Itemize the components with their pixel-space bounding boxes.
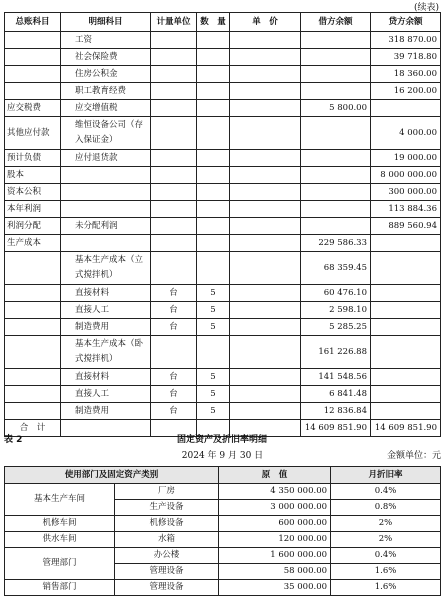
table-row (5, 117, 441, 150)
quantity-cell: 5 (197, 386, 230, 403)
unit-cell (151, 117, 197, 150)
detail-account-cell (61, 184, 151, 201)
quantity-cell: 5 (197, 369, 230, 386)
unit-cell (151, 66, 197, 83)
fixed-assets-header (5, 467, 441, 484)
unit-cell (151, 167, 197, 184)
table-row (5, 252, 441, 285)
category-cell: 办公楼 (115, 548, 219, 564)
monthly-rate-cell: 1.6% (331, 580, 441, 596)
unit-price-cell (230, 252, 301, 285)
category-cell: 水箱 (115, 532, 219, 548)
col-header-dept-category: 使用部门及固定资产类别 (5, 467, 219, 484)
detail-account-cell: 社会保险费 (61, 49, 151, 66)
main-account-cell (5, 32, 61, 49)
table-row (5, 580, 441, 596)
col-header-unit-price: 单 价 (230, 13, 301, 32)
table-row (5, 336, 441, 369)
main-account-cell: 本年利润 (5, 201, 61, 218)
unit-cell (151, 32, 197, 49)
unit-cell (151, 218, 197, 235)
main-account-cell (5, 83, 61, 100)
col-header-quantity: 数 量 (197, 13, 230, 32)
detail-account-cell: 基本生产成本（立式搅拌机） (61, 252, 151, 285)
debit-balance-cell (301, 32, 371, 49)
unit-cell (151, 49, 197, 66)
col-header-monthly-rate: 月折旧率 (331, 467, 441, 484)
table-row (5, 403, 441, 420)
debit-balance-cell (301, 184, 371, 201)
debit-balance-cell: 161 226.88 (301, 336, 371, 369)
col-header-credit-balance: 贷方余额 (371, 13, 441, 32)
monthly-rate-cell: 0.4% (331, 484, 441, 500)
dept-cell: 供水车间 (5, 532, 115, 548)
debit-balance-cell (301, 201, 371, 218)
debit-balance-cell (301, 167, 371, 184)
table2-label: 表 2 (4, 435, 23, 445)
monthly-rate-cell: 0.4% (331, 548, 441, 564)
main-account-cell: 其他应付款 (5, 117, 61, 150)
credit-balance-cell (371, 302, 441, 319)
debit-balance-cell: 60 476.10 (301, 285, 371, 302)
unit-price-cell (230, 336, 301, 369)
col-header-main-account: 总账科目 (5, 13, 61, 32)
monthly-rate-cell: 2% (331, 516, 441, 532)
main-account-cell: 资本公积 (5, 184, 61, 201)
main-account-cell: 应交税费 (5, 100, 61, 117)
category-cell: 机修设备 (115, 516, 219, 532)
unit-cell (151, 235, 197, 252)
original-value-cell: 58 000.00 (219, 564, 331, 580)
quantity-cell (197, 49, 230, 66)
unit-price-cell (230, 100, 301, 117)
unit-price-cell (230, 285, 301, 302)
quantity-cell (197, 167, 230, 184)
debit-balance-cell: 12 836.84 (301, 403, 371, 420)
unit-cell: 台 (151, 369, 197, 386)
table-row (5, 49, 441, 66)
original-value-cell: 120 000.00 (219, 532, 331, 548)
credit-balance-cell: 4 000.00 (371, 117, 441, 150)
main-account-cell (5, 302, 61, 319)
detail-account-cell (61, 235, 151, 252)
table2-header (4, 432, 440, 446)
table2-date: 2024 年 9 月 30 日 (181, 451, 264, 461)
table-row (5, 532, 441, 548)
table-row (5, 100, 441, 117)
detail-account-cell: 基本生产成本（卧式搅拌机） (61, 336, 151, 369)
credit-balance-cell: 39 718.80 (371, 49, 441, 66)
table-row (5, 235, 441, 252)
quantity-cell (197, 150, 230, 167)
detail-account-cell: 应付退货款 (61, 150, 151, 167)
detail-account-cell: 应交增值税 (61, 100, 151, 117)
continued-label: (续表) (413, 3, 439, 13)
detail-account-cell (61, 201, 151, 218)
quantity-cell (197, 235, 230, 252)
total-label: 合 计 (5, 420, 61, 437)
original-value-cell: 1 600 000.00 (219, 548, 331, 564)
main-account-cell (5, 336, 61, 369)
unit-price-cell (230, 32, 301, 49)
unit-price-cell (230, 369, 301, 386)
balance-table-header (5, 13, 441, 32)
unit-price-cell (230, 235, 301, 252)
table-row (5, 369, 441, 386)
credit-balance-cell: 8 000 000.00 (371, 167, 441, 184)
table-row (5, 285, 441, 302)
credit-balance-cell: 300 000.00 (371, 184, 441, 201)
main-account-cell (5, 285, 61, 302)
original-value-cell: 35 000.00 (219, 580, 331, 596)
table-row (5, 386, 441, 403)
table-row (5, 516, 441, 532)
unit-cell: 台 (151, 285, 197, 302)
original-value-cell: 600 000.00 (219, 516, 331, 532)
debit-balance-cell (301, 218, 371, 235)
detail-account-cell: 未分配利润 (61, 218, 151, 235)
credit-balance-cell (371, 319, 441, 336)
unit-price-cell (230, 150, 301, 167)
credit-balance-cell (371, 252, 441, 285)
total-credit: 14 609 851.90 (371, 420, 441, 437)
category-cell: 管理设备 (115, 580, 219, 596)
credit-balance-cell: 18 360.00 (371, 66, 441, 83)
unit-price-cell (230, 83, 301, 100)
unit-cell: 台 (151, 386, 197, 403)
monthly-rate-cell: 2% (331, 532, 441, 548)
credit-balance-cell (371, 100, 441, 117)
unit-cell (151, 336, 197, 369)
unit-cell (151, 184, 197, 201)
dept-cell: 基本生产车间 (5, 484, 115, 516)
unit-cell: 台 (151, 319, 197, 336)
detail-account-cell: 职工教育经费 (61, 83, 151, 100)
debit-balance-cell (301, 117, 371, 150)
table2-unit: 金额单位：元 (386, 451, 441, 461)
table-row (5, 32, 441, 49)
debit-balance-cell (301, 83, 371, 100)
category-cell: 管理设备 (115, 564, 219, 580)
credit-balance-cell (371, 336, 441, 369)
unit-price-cell (230, 167, 301, 184)
main-account-cell (5, 386, 61, 403)
credit-balance-cell: 19 000.00 (371, 150, 441, 167)
credit-balance-cell: 889 560.94 (371, 218, 441, 235)
table-row (5, 201, 441, 218)
detail-account-cell: 制造费用 (61, 319, 151, 336)
detail-account-cell: 工资 (61, 32, 151, 49)
main-account-cell (5, 252, 61, 285)
dept-cell: 管理部门 (5, 548, 115, 580)
balance-table (4, 12, 441, 437)
quantity-cell (197, 66, 230, 83)
detail-account-cell: 制造费用 (61, 403, 151, 420)
credit-balance-cell: 16 200.00 (371, 83, 441, 100)
col-header-original-value: 原 值 (219, 467, 331, 484)
main-account-cell (5, 66, 61, 83)
debit-balance-cell (301, 49, 371, 66)
debit-balance-cell: 5 285.25 (301, 319, 371, 336)
table-row (5, 83, 441, 100)
debit-balance-cell: 229 586.33 (301, 235, 371, 252)
debit-balance-cell (301, 150, 371, 167)
debit-balance-cell: 141 548.56 (301, 369, 371, 386)
unit-price-cell (230, 184, 301, 201)
unit-price-cell (230, 319, 301, 336)
unit-price-cell (230, 117, 301, 150)
table-row (5, 484, 441, 500)
quantity-cell (197, 32, 230, 49)
unit-cell: 台 (151, 302, 197, 319)
original-value-cell: 3 000 000.00 (219, 500, 331, 516)
debit-balance-cell: 5 800.00 (301, 100, 371, 117)
monthly-rate-cell: 1.6% (331, 564, 441, 580)
dept-cell: 机修车间 (5, 516, 115, 532)
unit-price-cell (230, 66, 301, 83)
unit-cell (151, 201, 197, 218)
table-row (5, 167, 441, 184)
table-row (5, 184, 441, 201)
table-row (5, 548, 441, 564)
total-debit: 14 609 851.90 (301, 420, 371, 437)
quantity-cell (197, 201, 230, 218)
detail-account-cell: 维恒设备公司（存入保证金） (61, 117, 151, 150)
table-row (5, 150, 441, 167)
credit-balance-cell (371, 403, 441, 420)
quantity-cell (197, 100, 230, 117)
col-header-detail-account: 明细科目 (61, 13, 151, 32)
credit-balance-cell: 318 870.00 (371, 32, 441, 49)
detail-account-cell: 直接材料 (61, 369, 151, 386)
detail-account-cell: 住房公积金 (61, 66, 151, 83)
main-account-cell: 股本 (5, 167, 61, 184)
table2-title: 固定资产及折旧率明细 (176, 435, 267, 445)
table-row (5, 319, 441, 336)
col-header-unit: 计量单位 (151, 13, 197, 32)
unit-cell (151, 150, 197, 167)
detail-account-cell (61, 167, 151, 184)
credit-balance-cell: 113 884.36 (371, 201, 441, 218)
quantity-cell (197, 336, 230, 369)
main-account-cell (5, 369, 61, 386)
col-header-debit-balance: 借方余额 (301, 13, 371, 32)
main-account-cell (5, 403, 61, 420)
quantity-cell (197, 184, 230, 201)
quantity-cell (197, 252, 230, 285)
dept-cell: 销售部门 (5, 580, 115, 596)
unit-price-cell (230, 49, 301, 66)
table-row (5, 66, 441, 83)
unit-price-cell (230, 403, 301, 420)
quantity-cell (197, 218, 230, 235)
detail-account-cell: 直接人工 (61, 386, 151, 403)
monthly-rate-cell: 0.8% (331, 500, 441, 516)
unit-price-cell (230, 302, 301, 319)
unit-cell (151, 252, 197, 285)
main-account-cell: 利润分配 (5, 218, 61, 235)
debit-balance-cell (301, 66, 371, 83)
debit-balance-cell: 6 841.48 (301, 386, 371, 403)
debit-balance-cell: 2 598.10 (301, 302, 371, 319)
unit-cell (151, 83, 197, 100)
main-account-cell: 预计负债 (5, 150, 61, 167)
main-account-cell (5, 319, 61, 336)
unit-cell (151, 100, 197, 117)
fixed-assets-table (4, 466, 441, 596)
category-cell: 生产设备 (115, 500, 219, 516)
table-row (5, 218, 441, 235)
category-cell: 厂房 (115, 484, 219, 500)
quantity-cell: 5 (197, 302, 230, 319)
unit-price-cell (230, 201, 301, 218)
unit-price-cell (230, 386, 301, 403)
unit-cell: 台 (151, 403, 197, 420)
quantity-cell (197, 117, 230, 150)
main-account-cell (5, 49, 61, 66)
quantity-cell: 5 (197, 285, 230, 302)
quantity-cell (197, 83, 230, 100)
credit-balance-cell (371, 235, 441, 252)
unit-price-cell (230, 218, 301, 235)
table-row (5, 302, 441, 319)
original-value-cell: 4 350 000.00 (219, 484, 331, 500)
main-account-cell: 生产成本 (5, 235, 61, 252)
detail-account-cell: 直接人工 (61, 302, 151, 319)
credit-balance-cell (371, 386, 441, 403)
credit-balance-cell (371, 369, 441, 386)
detail-account-cell: 直接材料 (61, 285, 151, 302)
credit-balance-cell (371, 285, 441, 302)
debit-balance-cell: 68 359.45 (301, 252, 371, 285)
quantity-cell: 5 (197, 319, 230, 336)
quantity-cell: 5 (197, 403, 230, 420)
